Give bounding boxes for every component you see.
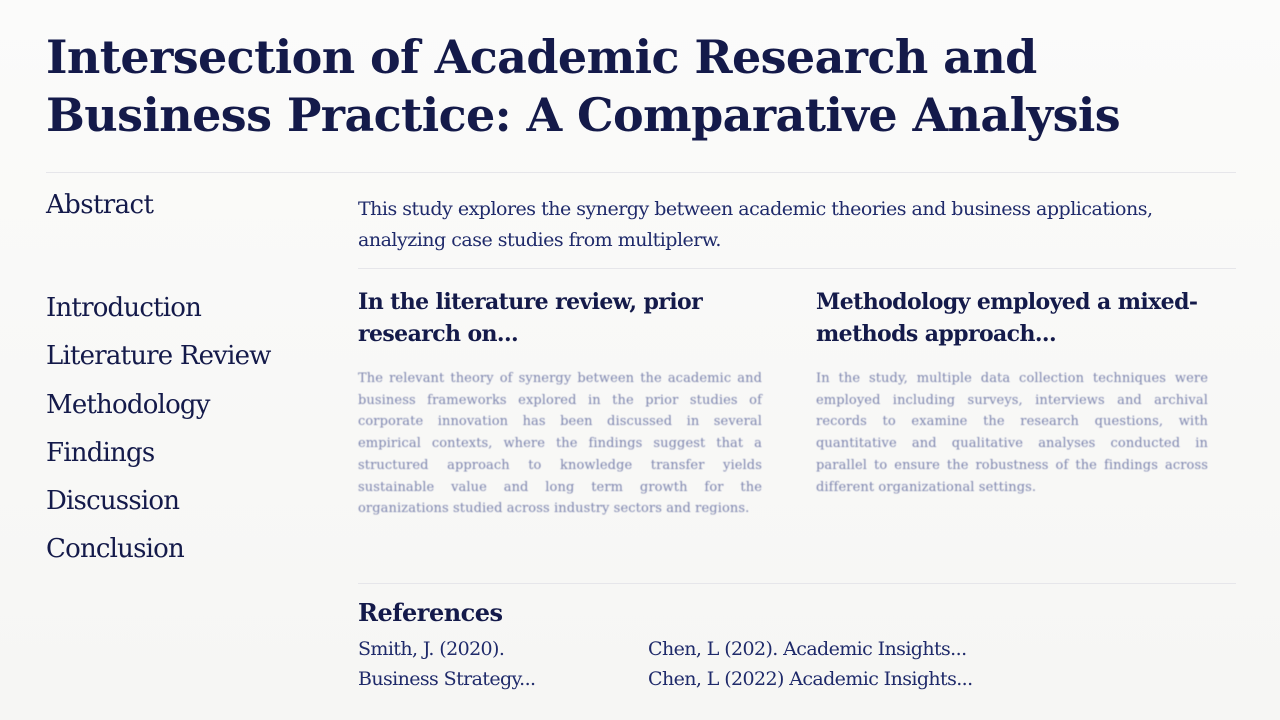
document-title: Intersection of Academic Research and Business Practice: A Comparative Analysis <box>46 30 1121 142</box>
abstract-text: This study explores the synergy between academic theories and business applications, analyzing case studies from multiplerw. <box>358 198 1153 251</box>
reference-item[interactable]: Smith, J. (2020). <box>358 638 505 660</box>
section-nav <box>46 284 271 574</box>
literature-review-heading: In the literature review, prior research on... <box>358 289 703 347</box>
section-link-discussion[interactable]: Discussion <box>46 486 180 517</box>
abstract-divider <box>358 268 1236 269</box>
abstract-heading: Abstract <box>46 190 154 220</box>
reference-item[interactable]: Chen, L (202). Academic Insights... <box>648 638 967 660</box>
section-link-introduction[interactable]: Introduction <box>46 293 202 323</box>
title-divider <box>46 172 1236 173</box>
section-link-findings[interactable]: Findings <box>46 437 155 468</box>
references-heading: References <box>358 598 503 627</box>
section-link-conclusion[interactable]: Conclusion <box>46 534 184 565</box>
reference-item[interactable]: Chen, L (2022) Academic Insights... <box>648 668 973 690</box>
reference-item[interactable]: Business Strategy... <box>358 668 536 690</box>
section-link-methodology[interactable]: Methodology <box>46 389 210 420</box>
section-link-literature-review[interactable]: Literature Review <box>46 341 271 372</box>
literature-review-body: The relevant theory of synergy between the academic and business frameworks explored in the prior studies of corporate innovation has been discussed in several empirical contexts, where the findings suggest that a structured approach to knowledge transfer yields sustainable value and long term growth for the organizations studied across industry sectors and regions. <box>358 371 762 517</box>
references-divider <box>358 583 1236 584</box>
methodology-heading: Methodology employed a mixed-methods approach... <box>816 289 1198 347</box>
methodology-body: In the study, multiple data collection techniques were employed including surveys, interviews and archival records to examine the research questions, with quantitative and qualitative analyses conducted in parallel to ensure the robustness of the findings across different organizational settings. <box>816 371 1208 495</box>
